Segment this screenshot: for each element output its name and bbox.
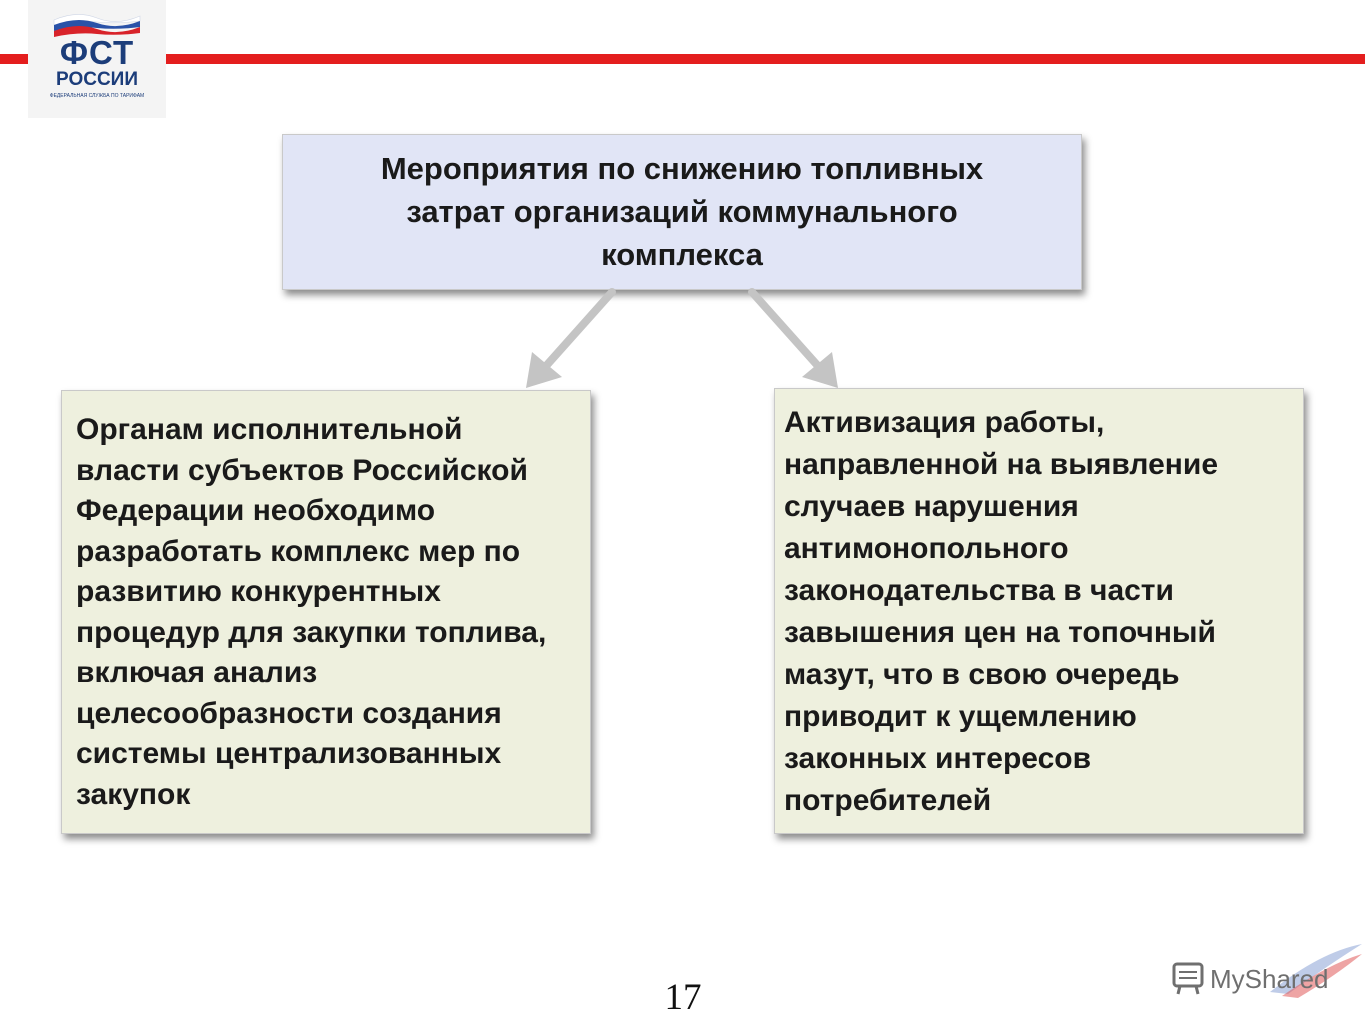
watermark — [1170, 942, 1365, 1002]
right-box — [774, 388, 1304, 834]
left-box — [61, 390, 591, 834]
right-box-line: случаев нарушения — [784, 490, 1079, 523]
left-box-line: Федерации необходимо — [76, 494, 436, 527]
left-box-line: развитию конкурентных — [76, 575, 441, 608]
left-box-line: включая анализ — [76, 656, 318, 689]
logo-main-text: ФСТ — [59, 34, 135, 71]
left-arrow — [526, 292, 612, 388]
right-box-line: мазут, что в свою очередь — [784, 658, 1180, 691]
right-box-line: потребителей — [784, 784, 992, 817]
top-box-line: Мероприятия по снижению топливных — [380, 151, 984, 186]
left-box-line: Органам исполнительной — [76, 413, 463, 446]
right-arrow — [752, 292, 838, 388]
left-box-line: закупок — [76, 777, 191, 811]
logo-small-text: ФЕДЕРАЛЬНАЯ СЛУЖБА ПО ТАРИФАМ — [49, 93, 145, 99]
left-box-line: целесообразности создания — [76, 696, 502, 730]
left-box-line: власти субъектов Российской — [76, 453, 528, 487]
page-number: 17 — [664, 977, 702, 1018]
logo-sub-text: РОССИИ — [56, 69, 138, 90]
left-box-line: процедур для закупки топлива, — [76, 615, 547, 649]
right-box-line: антимонопольного — [784, 532, 1069, 565]
left-box-line: разработать комплекс мер по — [76, 534, 521, 568]
watermark-text: MyShared — [1210, 964, 1329, 994]
right-box-line: завышения цен на топочный — [784, 616, 1216, 649]
right-box-line: законных интересов — [784, 742, 1092, 775]
right-box-line: Активизация работы, — [784, 406, 1105, 439]
right-box-line: законодательства в части — [784, 574, 1174, 607]
left-box-line: системы централизованных — [76, 737, 502, 770]
top-box-line: комплекса — [601, 237, 763, 272]
top-box-line: затрат организаций коммунального — [406, 194, 958, 229]
right-box-line: направленной на выявление — [784, 448, 1219, 481]
right-box-line: приводит к ущемлению — [784, 700, 1137, 733]
